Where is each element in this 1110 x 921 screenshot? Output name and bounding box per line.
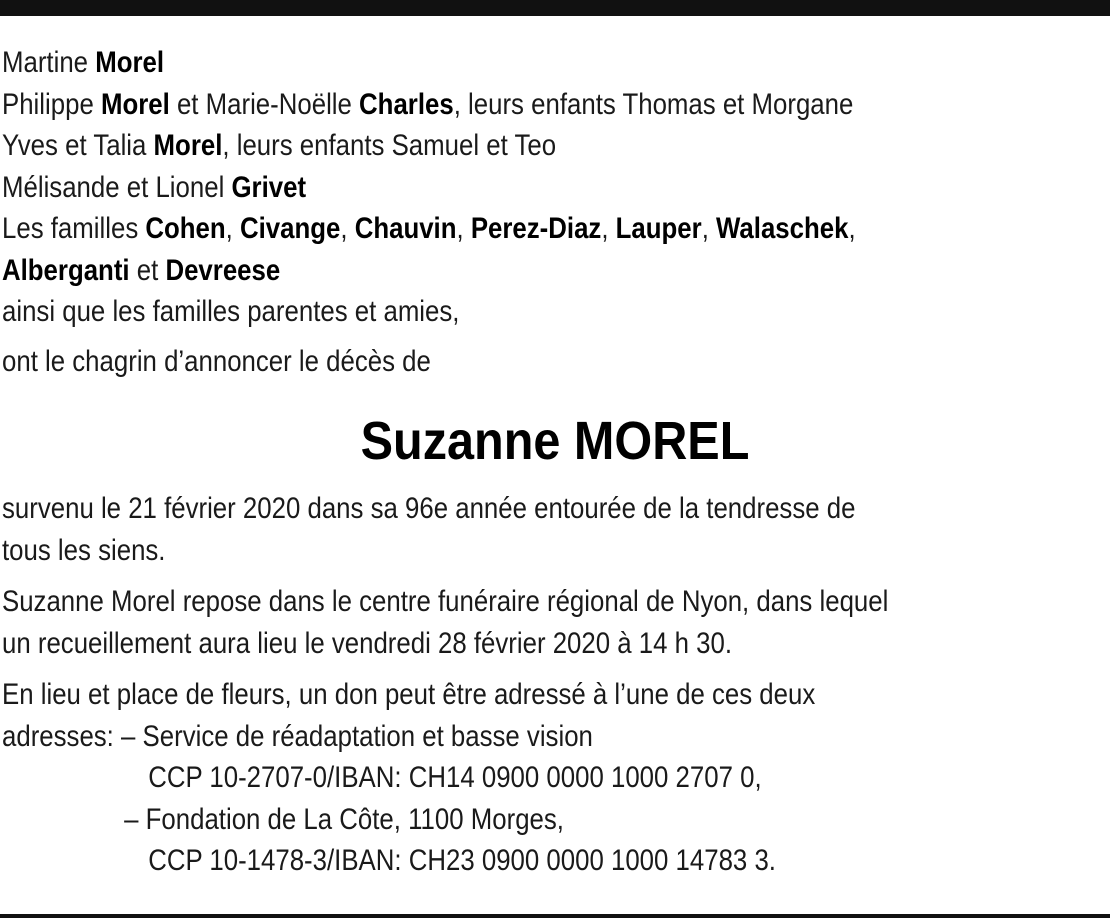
surname: Lauper [615, 212, 702, 245]
families-intro: Les familles [2, 212, 146, 245]
deceased-name: Suzanne MOREL [360, 411, 750, 471]
family-line-5 [2, 208, 953, 250]
addresses-label: adresses: [2, 719, 122, 753]
top-border-rule [0, 0, 1110, 16]
separator: et [129, 253, 166, 287]
surname: Morel [153, 129, 223, 162]
donation-line-5 [2, 840, 953, 882]
surname: Walaschek [716, 212, 849, 245]
separator: , [701, 212, 717, 245]
surname: Chauvin [354, 212, 457, 245]
surname: Cohen [145, 212, 226, 245]
bottom-border-rule [0, 914, 1110, 918]
bank-details-2: CCP 10-1478-3/IBAN: CH23 0900 0000 1000 14783 3. [148, 844, 776, 877]
donation-line-2 [2, 716, 953, 758]
surname: Charles [359, 87, 454, 121]
family-line-1 [2, 42, 953, 84]
donation-line-3 [2, 757, 953, 799]
given-name: et Marie-Noëlle [169, 87, 360, 121]
death-line-2: tous les siens. [2, 533, 166, 567]
surname: Civange [239, 212, 341, 245]
donation-recipient-1: – Service de réadaptation et basse vision [121, 719, 593, 753]
family-line-7: ainsi que les familles parentes et amies, [2, 295, 460, 328]
surname: Alberganti [2, 253, 130, 287]
ceremony-line-2: un recueillement aura lieu le vendredi 28 février 2020 à 14 h 30. [2, 626, 733, 660]
family-line-4 [2, 167, 953, 209]
bank-details-1: CCP 10-2707-0/IBAN: CH14 0900 0000 1000 2707 0, [148, 761, 762, 794]
surname: Devreese [165, 253, 281, 287]
surname: Perez-Diaz [470, 212, 602, 245]
death-line-1: survenu le 21 février 2020 dans sa 96e année entourée de la tendresse de [2, 492, 856, 525]
separator: , [456, 212, 471, 245]
given-name: Martine [2, 46, 96, 79]
separator: , [601, 212, 616, 245]
children-text: , leurs enfants Thomas et Morgane [453, 87, 854, 121]
separator: , [225, 212, 240, 245]
given-name: Mélisande et Lionel [2, 170, 232, 204]
donation-recipient-2: – Fondation de La Côte, 1100 Morges, [124, 802, 564, 836]
obituary-notice [2, 42, 1108, 882]
given-name: Yves et Talia [2, 129, 154, 162]
ceremony-line-1: Suzanne Morel repose dans le centre funéraire régional de Nyon, dans lequel [2, 585, 889, 618]
separator: , [848, 212, 856, 245]
family-line-3 [2, 125, 953, 167]
surname: Morel [100, 87, 170, 121]
surname: Morel [95, 46, 165, 79]
announcement-text: ont le chagrin d’annoncer le décès de [2, 344, 431, 378]
children-text: , leurs enfants Samuel et Teo [222, 129, 557, 162]
given-name: Philippe [2, 87, 101, 121]
family-line-2 [2, 84, 953, 126]
donation-line-4 [2, 799, 953, 841]
donation-line-1: En lieu et place de fleurs, un don peut être adressé à l’une de ces deux [2, 678, 816, 711]
separator: , [340, 212, 355, 245]
surname: Grivet [231, 170, 307, 204]
family-line-6 [2, 250, 953, 292]
